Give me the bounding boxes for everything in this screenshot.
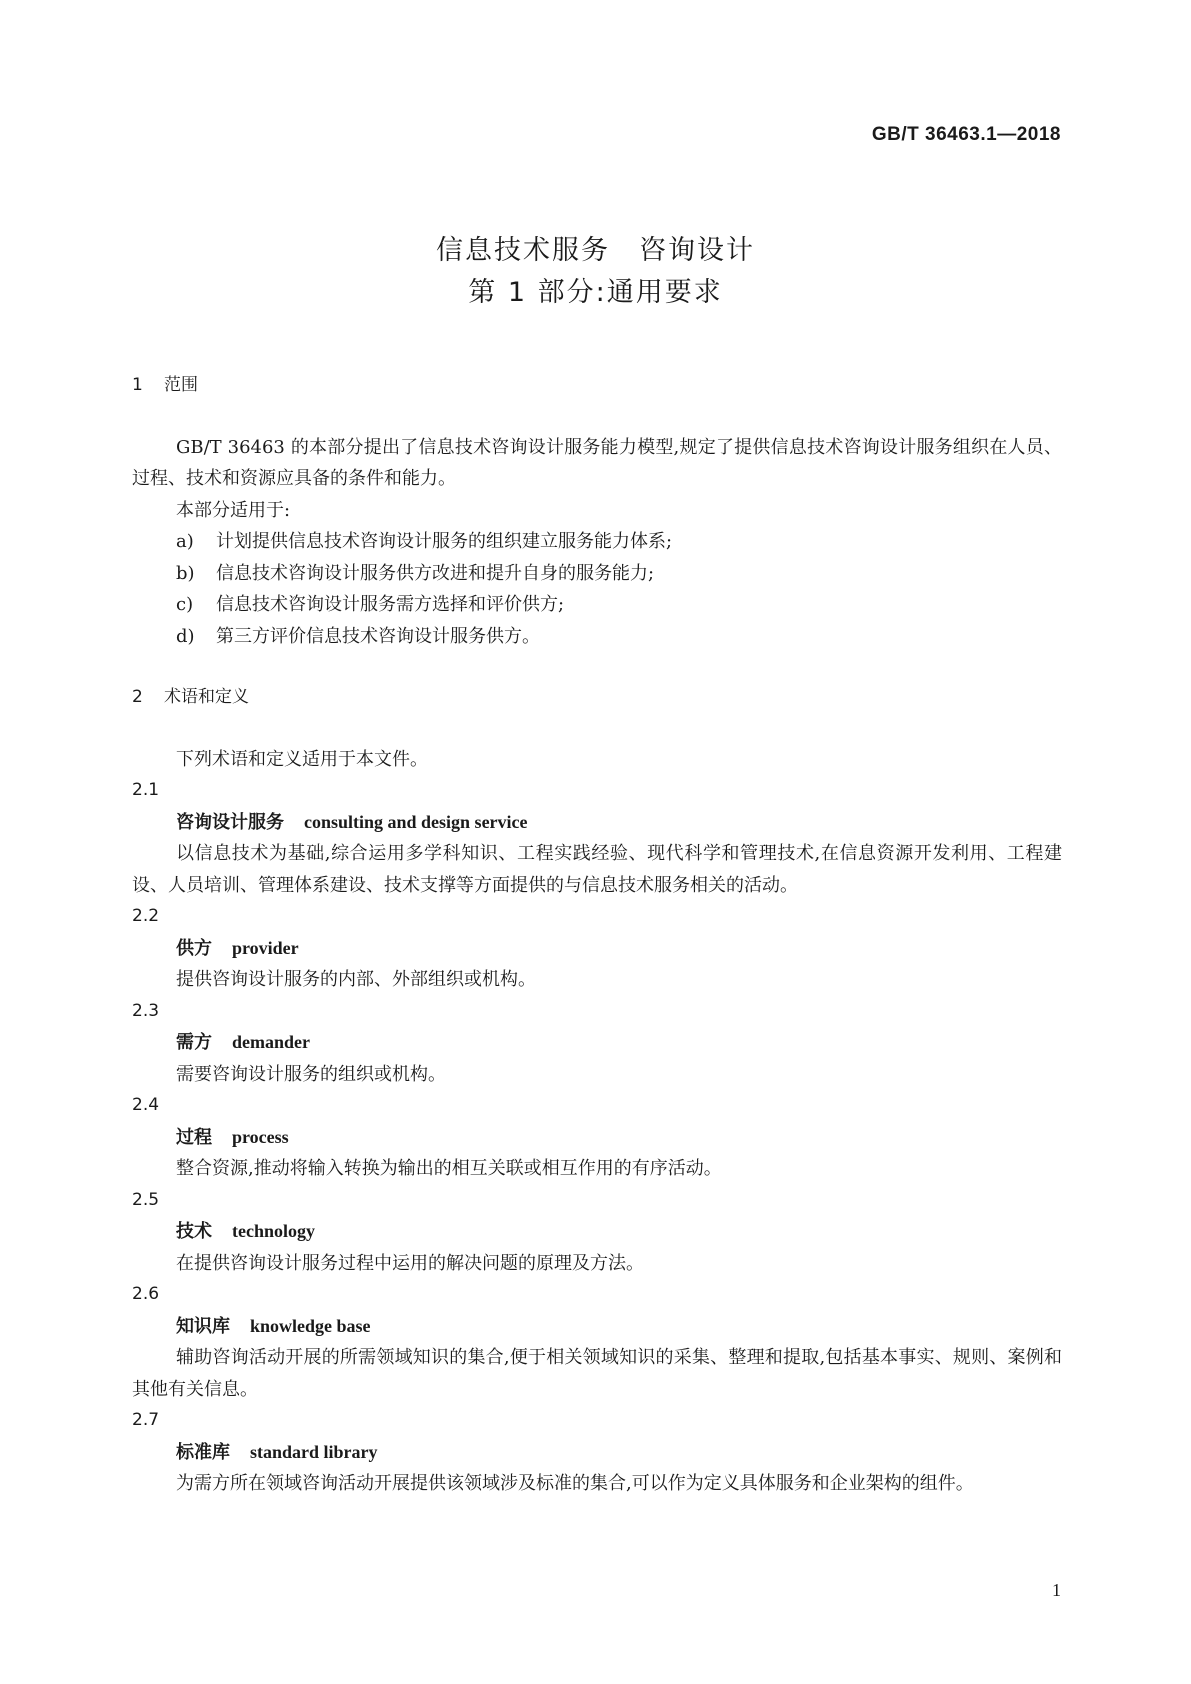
section-title: 范围 <box>164 375 198 395</box>
section-heading-terms <box>132 682 1062 714</box>
term-entry <box>132 1311 1062 1343</box>
term-entry <box>132 1122 1062 1154</box>
list-item <box>132 621 1062 653</box>
list-marker: c) <box>176 594 194 615</box>
list-item <box>132 558 1062 590</box>
terms-intro: 下列术语和定义适用于本文件。 <box>176 748 428 770</box>
term-entry <box>132 807 1062 839</box>
list-marker: b) <box>176 562 195 584</box>
applies-intro: 本部分适用于: <box>176 499 291 521</box>
list-item-text: 计划提供信息技术咨询设计服务的组织建立服务能力体系; <box>216 531 673 552</box>
term-number: 2.6 <box>132 1284 160 1304</box>
term-zh: 技术 <box>176 1221 212 1242</box>
term-entry <box>132 933 1062 965</box>
term-number: 2.4 <box>132 1095 160 1115</box>
term-definition: 整合资源,推动将输入转换为输出的相互关联或相互作用的有序活动。 <box>176 1158 722 1179</box>
list-item <box>132 526 1062 558</box>
page-number: 1 <box>1052 1580 1061 1600</box>
term-zh: 过程 <box>176 1126 212 1148</box>
document-subtitle: 第 1 部分:通用要求 <box>468 277 723 308</box>
term-number: 2.5 <box>132 1189 160 1210</box>
term-zh: 咨询设计服务 <box>176 811 284 833</box>
term-zh: 供方 <box>176 937 212 959</box>
term-definition: 为需方所在领域咨询活动开展提供该领域涉及标准的集合,可以作为定义具体服务和企业架构的组件。 <box>176 1473 974 1494</box>
list-marker: a) <box>176 531 194 552</box>
list-item-text: 信息技术咨询设计服务需方选择和评价供方; <box>216 594 565 615</box>
term-en: consulting and design service <box>304 811 528 832</box>
term-entry <box>132 1027 1062 1059</box>
document-title: 信息技术服务 咨询设计 <box>436 235 755 266</box>
document-body <box>132 370 1062 1500</box>
term-definition: 辅助咨询活动开展的所需领域知识的集合,便于相关领域知识的采集、整理和提取,包括基本事实、规则、案例和其他有关信息。 <box>132 1347 1062 1400</box>
standard-number: GB/T 36463.1—2018 <box>871 124 1061 145</box>
term-en: technology <box>232 1221 315 1241</box>
term-entry <box>132 1437 1062 1469</box>
term-zh: 标准库 <box>176 1441 230 1463</box>
term-entry <box>132 1216 1062 1248</box>
term-zh: 知识库 <box>176 1315 230 1337</box>
list-item-text: 第三方评价信息技术咨询设计服务供方。 <box>216 625 540 647</box>
term-en: knowledge base <box>250 1315 371 1336</box>
term-en: process <box>232 1126 289 1147</box>
term-definition: 提供咨询设计服务的内部、外部组织或机构。 <box>176 969 536 990</box>
term-definition: 以信息技术为基础,综合运用多学科知识、工程实践经验、现代科学和管理技术,在信息资源开发利用、工程建设、人员培训、管理体系建设、技术支撑等方面提供的与信息技术服务相关的活动。 <box>132 843 1062 896</box>
term-en: standard library <box>250 1441 378 1462</box>
term-en: demander <box>232 1032 310 1052</box>
term-number: 2.1 <box>132 780 160 800</box>
term-definition: 需要咨询设计服务的组织或机构。 <box>176 1063 446 1085</box>
scope-paragraph: GB/T 36463 的本部分提出了信息技术咨询设计服务能力模型,规定了提供信息技术咨询设计服务组织在人员、过程、技术和资源应具备的条件和能力。 <box>132 436 1062 489</box>
term-zh: 需方 <box>176 1032 212 1053</box>
term-number: 2.3 <box>132 1000 160 1021</box>
term-number: 2.7 <box>132 1410 160 1430</box>
section-title: 术语和定义 <box>164 687 249 707</box>
section-number: 1 <box>132 375 143 395</box>
list-item-text: 信息技术咨询设计服务供方改进和提升自身的服务能力; <box>216 562 655 584</box>
section-heading-scope <box>132 370 1062 402</box>
term-definition: 在提供咨询设计服务过程中运用的解决问题的原理及方法。 <box>176 1252 644 1274</box>
list-item <box>132 589 1062 621</box>
list-marker: d) <box>176 625 195 647</box>
term-en: provider <box>232 937 299 958</box>
term-number: 2.2 <box>132 906 160 926</box>
section-number: 2 <box>132 687 143 707</box>
